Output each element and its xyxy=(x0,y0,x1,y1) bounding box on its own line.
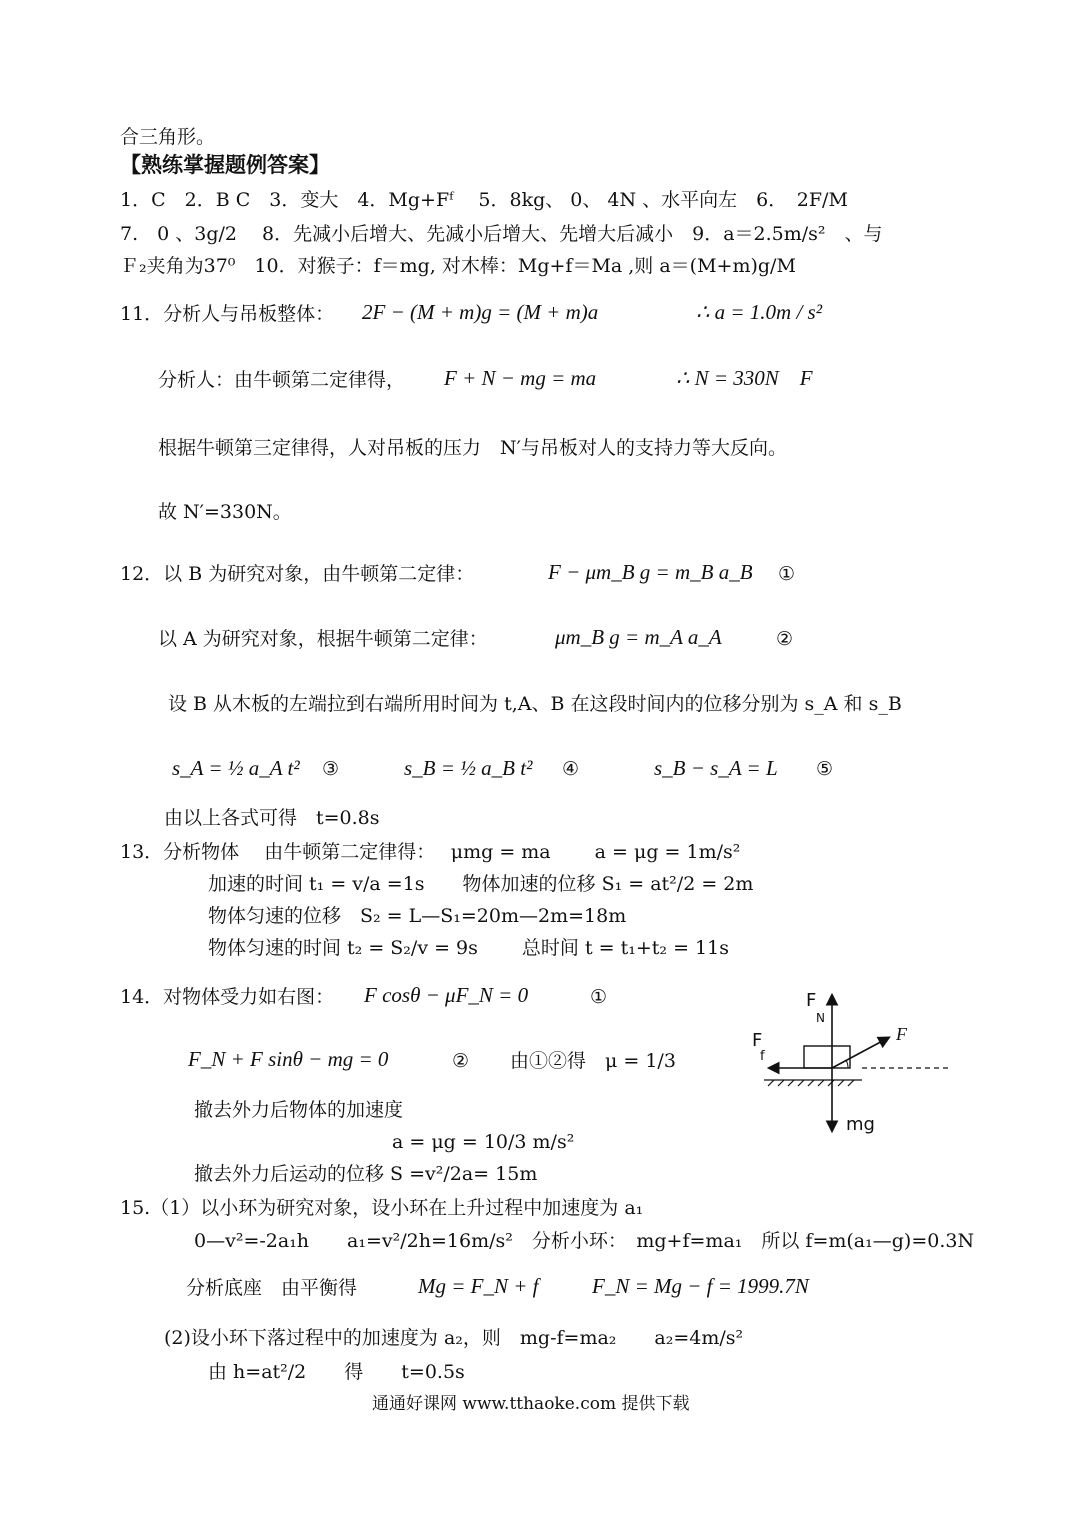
fn-subscript: N xyxy=(816,1011,825,1025)
answer-line: 1．C 2．B C 3．变大 4．Mg+Fᶠ 5．8kg、 0、 4N 、水平向左 6． 2F/M xyxy=(120,189,848,211)
equation: F_N = Mg − f = 1999.7N xyxy=(592,1274,809,1298)
problem-14: 14．对物体受力如右图： xyxy=(120,986,335,1008)
text-line: 分析底座 由平衡得 xyxy=(186,1277,358,1299)
ff-subscript: f xyxy=(760,1049,765,1064)
text-line: 由①②得 μ = 1/3 xyxy=(510,1050,676,1072)
text-line: 故 N′=330N。 xyxy=(158,501,292,523)
text-line: 由以上各式可得 t=0.8s xyxy=(164,807,380,829)
text-line: 撤去外力后运动的位移 S =v²/2a= 15m xyxy=(194,1163,538,1185)
ground-hatch xyxy=(764,1068,952,1086)
page-footer: 通通好课网 www.tthaoke.com 提供下载 xyxy=(372,1394,690,1414)
text-line: (2)设小环下落过程中的加速度为 a₂，则 mg-f=ma₂ a₂=4m/s² xyxy=(164,1327,744,1349)
equation: s_A = ½ a_A t² xyxy=(172,756,300,780)
eq-number: ④ xyxy=(562,758,580,780)
text-line: 撤去外力后物体的加速度 xyxy=(194,1099,404,1121)
applied-force-arrow xyxy=(832,1038,888,1068)
equation: 2F − (M + m)g = (M + m)a xyxy=(362,300,599,324)
text-line: 设 B 从木板的左端拉到右端所用时间为 t,A、B 在这段时间内的位移分别为 s_A 和 s_B xyxy=(168,693,902,715)
text-line: 合三角形。 xyxy=(120,126,216,148)
text-line: a = μg = 10/3 m/s² xyxy=(392,1131,575,1153)
problem-13: 13．分析物体 由牛顿第二定律得： μmg = ma a = μg = 1m/s² xyxy=(120,841,741,863)
f-label: F xyxy=(896,1024,907,1044)
text-line: 加速的时间 t₁ = v/a =1s 物体加速的位移 S₁ = at²/2 = 2m xyxy=(208,873,754,895)
section-heading: 【熟练掌握题例答案】 xyxy=(120,152,330,177)
text-line: 0—v²=-2a₁h a₁=v²/2h=16m/s² 分析小环： mg+f=ma₁ 所以 f=m(a₁—g)=0.3N xyxy=(194,1230,975,1252)
equation: Mg = F_N + f xyxy=(418,1274,539,1298)
text-line: 分析人：由牛顿第二定律得， xyxy=(158,369,406,391)
force-diagram xyxy=(752,988,962,1138)
text-line: 根据牛顿第三定律得，人对吊板的压力 N′与吊板对人的支持力等大反向。 xyxy=(158,437,787,459)
equation: F − μm_B g = m_B a_B xyxy=(548,560,753,584)
text-line: 物体匀速的位移 S₂ = L—S₁=20m—2m=18m xyxy=(208,905,627,927)
eq-number: ③ xyxy=(322,758,340,780)
equation: ∴ N = 330N F xyxy=(676,366,813,390)
equation: F_N + F sinθ − mg = 0 xyxy=(188,1047,389,1071)
equation: μm_B g = m_A a_A xyxy=(555,625,722,649)
eq-number: ① xyxy=(590,986,608,1008)
problem-15: 15.（1）以小环为研究对象，设小环在上升过程中加速度为 a₁ xyxy=(120,1197,644,1219)
text-line: 由 h=at²/2 得 t=0.5s xyxy=(208,1361,465,1383)
ff-label: F xyxy=(752,1030,763,1051)
text-line: 物体匀速的时间 t₂ = S₂/v = 9s 总时间 t = t₁+t₂ = 11s xyxy=(208,937,729,959)
answer-line: Ｆ₂夹角为37⁰ 10．对猴子：f＝mg, 对木棒：Mg+f＝Ma ,则 a＝(M+m)g/M xyxy=(120,255,796,277)
eq-number: ② xyxy=(452,1050,470,1072)
angle-arc xyxy=(846,1060,848,1068)
equation: F cosθ − μF_N = 0 xyxy=(364,983,529,1007)
fn-label: F xyxy=(806,990,817,1011)
mg-label: mg xyxy=(846,1114,875,1135)
equation: F + N − mg = ma xyxy=(444,366,597,390)
equation: s_B − s_A = L xyxy=(654,756,778,780)
problem-11: 11．分析人与吊板整体： xyxy=(120,303,335,325)
eq-number: ⑤ xyxy=(816,758,834,780)
text-line: 以 A 为研究对象，根据牛顿第二定律： xyxy=(158,628,488,650)
block xyxy=(804,1046,850,1068)
answer-line: 7. 0 、3g/2 8．先减小后增大、先减小后增大、先增大后减小 9．a＝2.5m/s² 、与 xyxy=(120,223,883,245)
equation: ∴ a = 1.0m / s² xyxy=(696,300,822,324)
problem-12: 12．以 B 为研究对象，由牛顿第二定律： xyxy=(120,563,475,585)
eq-number: ① xyxy=(778,563,796,585)
equation: s_B = ½ a_B t² xyxy=(404,756,533,780)
eq-number: ② xyxy=(776,628,794,650)
